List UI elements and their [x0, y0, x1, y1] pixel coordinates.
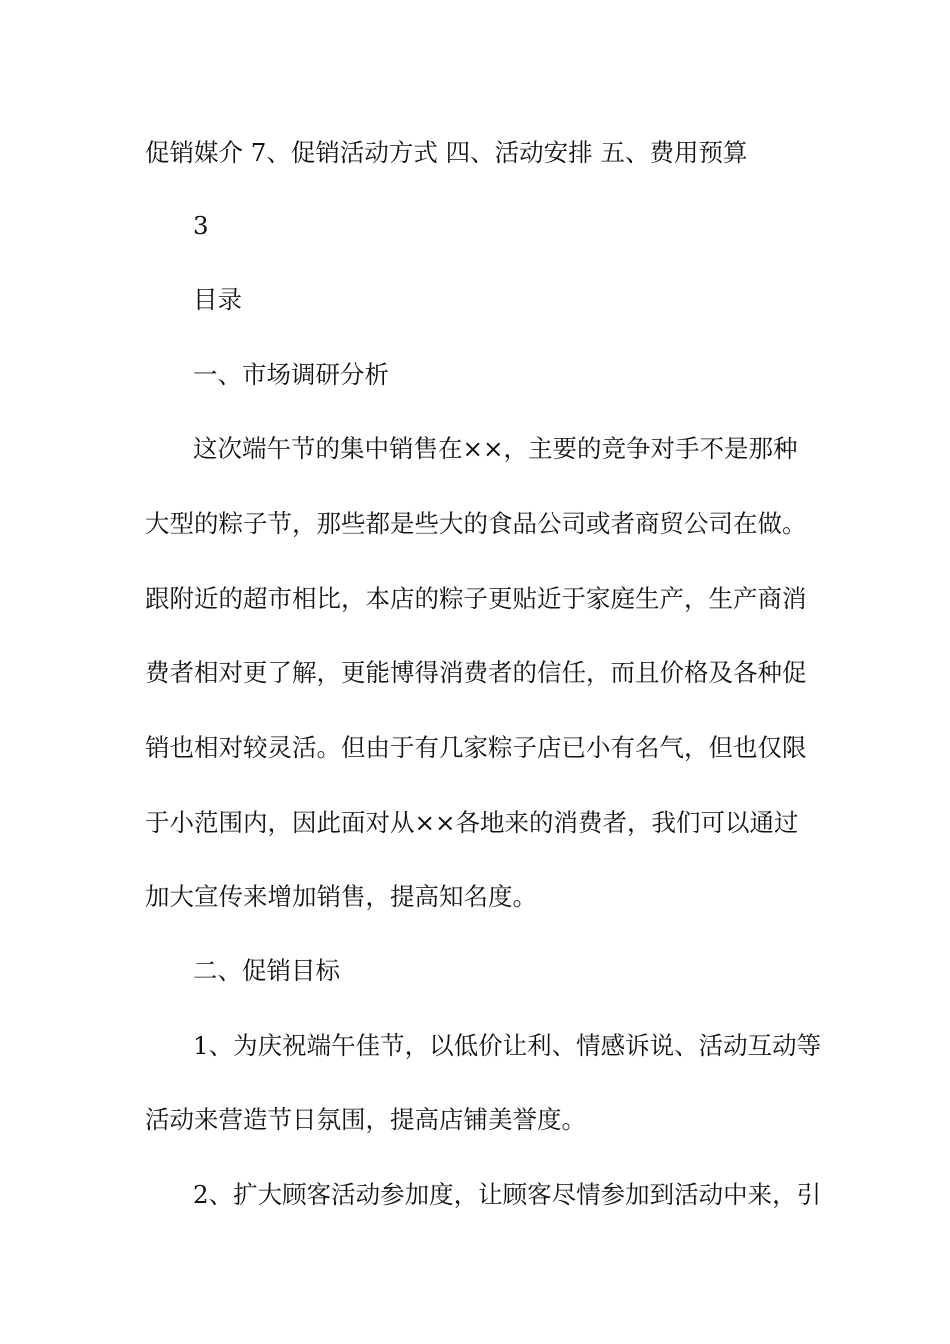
- paragraph-line: 销也相对较灵活。但由于有几家粽子店已小有名气，但也仅限: [145, 733, 807, 762]
- list-item-line: 活动来营造节日氛围，提高店铺美誉度。: [145, 1105, 586, 1134]
- paragraph-line: 大型的粽子节，那些都是些大的食品公司或者商贸公司在做。: [145, 509, 807, 538]
- paragraph-line: 这次端午节的集中销售在××，主要的竞争对手不是那种: [193, 434, 798, 463]
- list-item-line: 1、为庆祝端午佳节，以低价让利、情感诉说、活动互动等: [193, 1031, 822, 1060]
- section-heading-promotion-goals: 二、促销目标: [193, 956, 340, 985]
- toc-continuation-line: 促销媒介 7、促销活动方式 四、活动安排 五、费用预算: [145, 138, 748, 167]
- paragraph-line: 于小范围内，因此面对从××各地来的消费者，我们可以通过: [145, 808, 799, 837]
- section-heading-market-research: 一、市场调研分析: [193, 360, 389, 389]
- toc-heading: 目录: [193, 285, 242, 314]
- paragraph-line: 费者相对更了解，更能博得消费者的信任，而且价格及各种促: [145, 658, 807, 687]
- page-number: 3: [193, 211, 209, 240]
- paragraph-line: 加大宣传来增加销售，提高知名度。: [145, 882, 537, 911]
- paragraph-line: 跟附近的超市相比，本店的粽子更贴近于家庭生产，生产商消: [145, 584, 807, 613]
- list-item-line: 2、扩大顾客活动参加度，让顾客尽情参加到活动中来，引: [193, 1180, 822, 1209]
